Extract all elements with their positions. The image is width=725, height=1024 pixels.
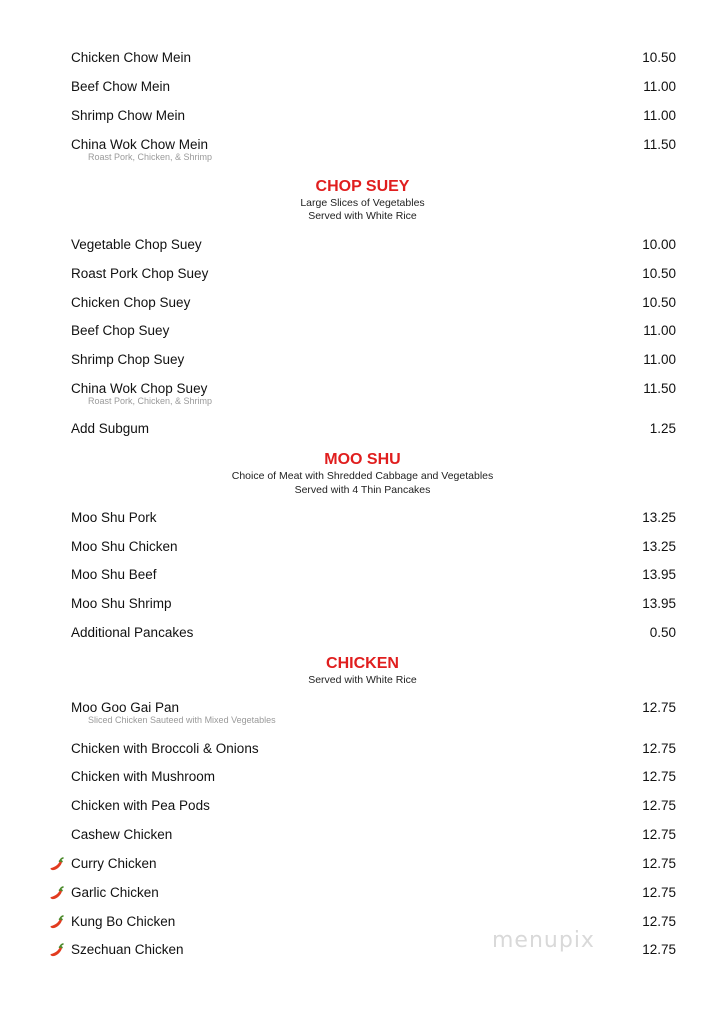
item-name: Moo Shu Shrimp	[71, 596, 172, 611]
item-description: Roast Pork, Chicken, & Shrimp	[88, 152, 213, 162]
item-name: Chicken Chow Mein	[71, 50, 192, 65]
item-name: Moo Goo Gai Pan	[71, 700, 180, 715]
item-name: Moo Shu Beef	[71, 567, 157, 582]
item-price: 13.95	[642, 596, 676, 611]
item-name: Vegetable Chop Suey	[71, 237, 202, 252]
item-price: 10.00	[642, 237, 676, 252]
item-price: 12.75	[642, 798, 676, 813]
item-description: Sliced Chicken Sauteed with Mixed Vegetables	[88, 715, 276, 725]
item-name: China Wok Chop Suey	[71, 381, 208, 396]
item-name: Cashew Chicken	[71, 827, 173, 842]
item-name: Kung Bo Chicken	[71, 914, 176, 929]
item-price: 10.50	[642, 50, 676, 65]
item-price: 0.50	[649, 625, 676, 640]
item-name: Chicken Chop Suey	[71, 295, 191, 310]
item-name: Moo Shu Chicken	[71, 539, 178, 554]
item-price: 12.75	[642, 700, 676, 715]
item-price: 12.75	[642, 741, 676, 756]
item-price: 10.50	[642, 295, 676, 310]
item-name: Curry Chicken	[71, 856, 157, 871]
item-price: 11.00	[643, 323, 676, 338]
item-name: Beef Chop Suey	[71, 323, 170, 338]
section-title-moo-shu: MOO SHU	[324, 451, 401, 468]
item-name: Chicken with Mushroom	[71, 769, 216, 784]
item-name: Shrimp Chop Suey	[71, 352, 185, 367]
item-name: Chicken with Broccoli & Onions	[71, 741, 259, 756]
item-description: Roast Pork, Chicken, & Shrimp	[88, 396, 213, 406]
item-price: 12.75	[642, 885, 676, 900]
item-price: 10.50	[642, 266, 676, 281]
item-name: Additional Pancakes	[71, 625, 194, 640]
item-price: 11.00	[643, 108, 676, 123]
chili-pepper-icon	[49, 886, 65, 902]
item-price: 13.25	[642, 539, 676, 554]
item-price: 11.00	[643, 352, 676, 367]
item-name: Shrimp Chow Mein	[71, 108, 186, 123]
item-price: 12.75	[642, 856, 676, 871]
item-price: 12.75	[642, 769, 676, 784]
item-name: Beef Chow Mein	[71, 79, 171, 94]
section-subtitle: Served with White Rice	[308, 674, 417, 686]
section-title-chop-suey: CHOP SUEY	[315, 178, 410, 195]
section-subtitle: Served with 4 Thin Pancakes	[294, 484, 431, 496]
section-subtitle: Large Slices of Vegetables	[300, 197, 425, 209]
item-price: 11.00	[643, 79, 676, 94]
item-name: Moo Shu Pork	[71, 510, 157, 525]
item-price: 12.75	[642, 914, 676, 929]
chili-pepper-icon	[49, 915, 65, 931]
item-price: 12.75	[642, 942, 676, 957]
item-name: Szechuan Chicken	[71, 942, 184, 957]
section-subtitle: Served with White Rice	[308, 210, 417, 222]
item-name: Chicken with Pea Pods	[71, 798, 210, 813]
item-name: Add Subgum	[71, 421, 150, 436]
chili-pepper-icon	[49, 943, 65, 959]
item-price: 11.50	[643, 137, 676, 152]
menupix-watermark: menupix	[492, 928, 595, 953]
item-name: Garlic Chicken	[71, 885, 159, 900]
item-price: 12.75	[642, 827, 676, 842]
chili-pepper-icon	[49, 857, 65, 873]
item-price: 13.25	[642, 510, 676, 525]
item-name: Roast Pork Chop Suey	[71, 266, 209, 281]
item-price: 11.50	[643, 381, 676, 396]
section-subtitle: Choice of Meat with Shredded Cabbage and Vegetables	[231, 470, 494, 482]
item-price: 1.25	[649, 421, 676, 436]
item-name: China Wok Chow Mein	[71, 137, 209, 152]
item-price: 13.95	[642, 567, 676, 582]
section-title-chicken: CHICKEN	[326, 655, 399, 672]
